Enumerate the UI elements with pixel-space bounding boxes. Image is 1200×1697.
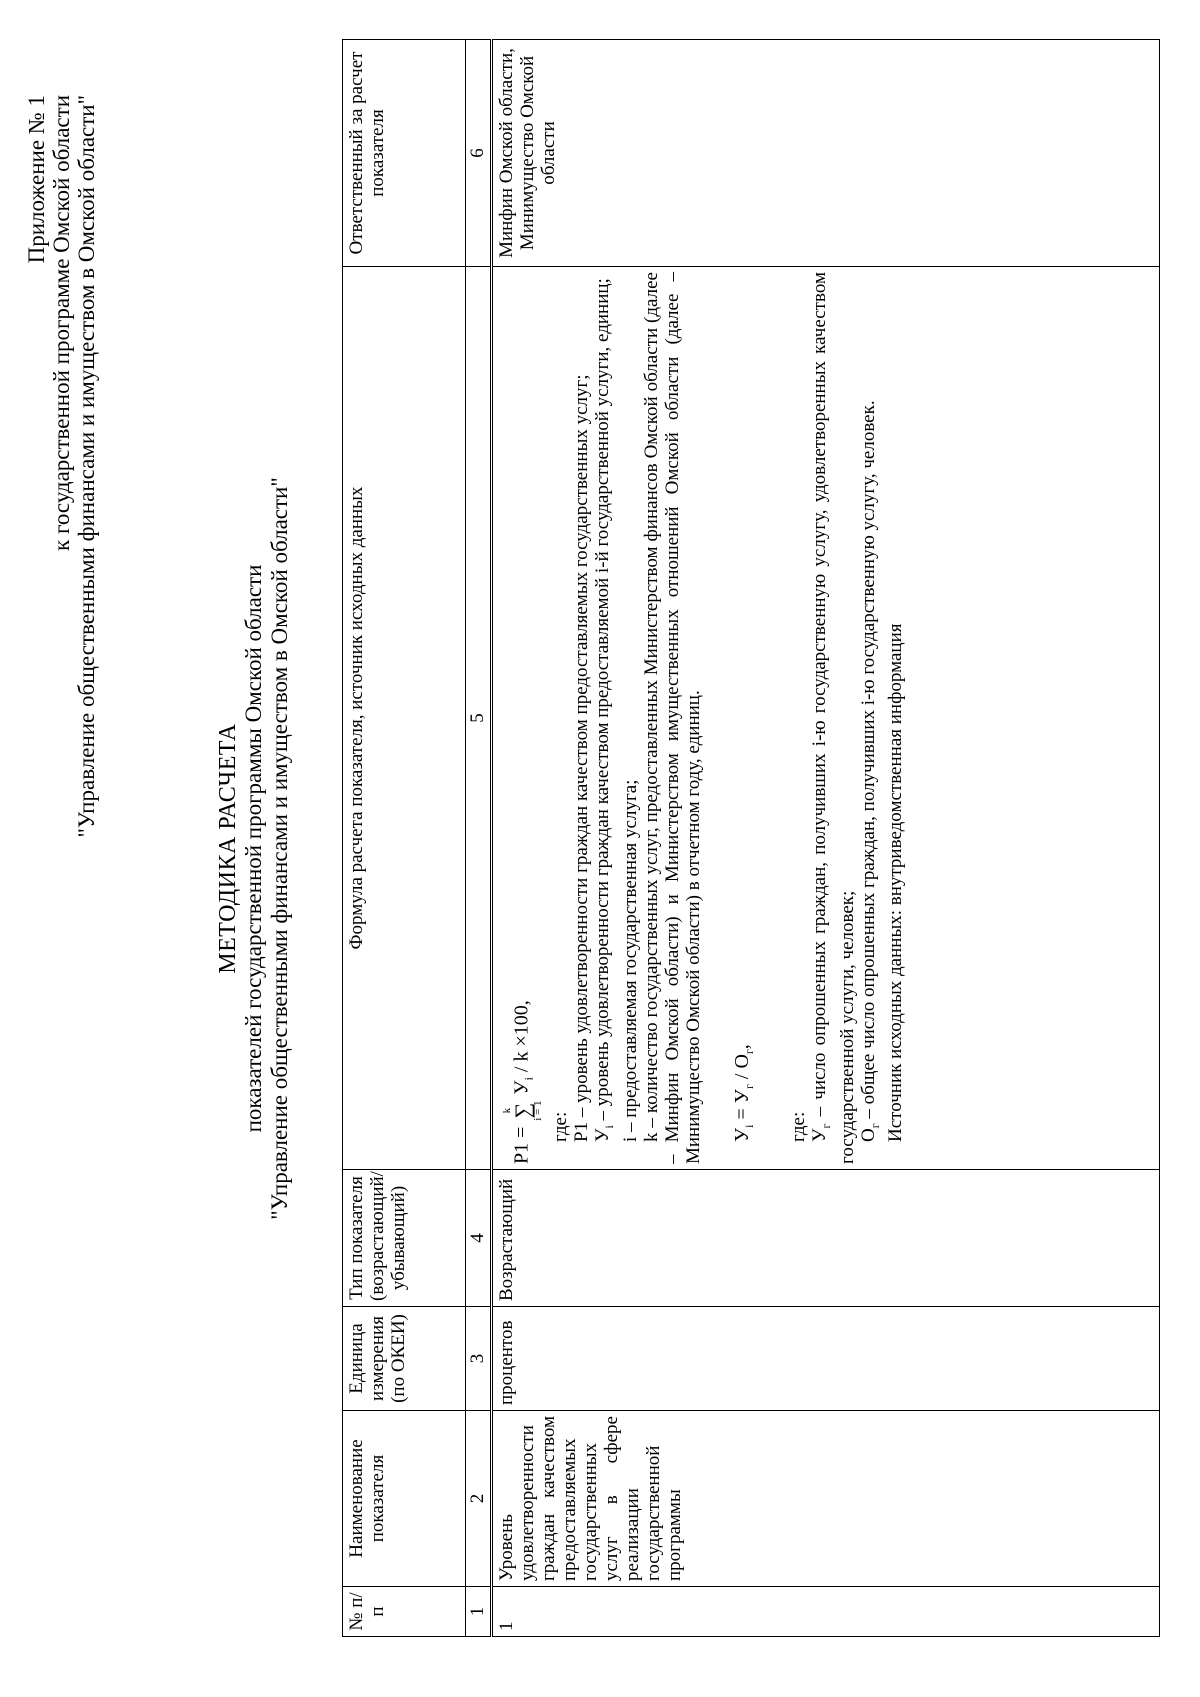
page-title: МЕТОДИКА РАСЧЕТА xyxy=(215,723,241,974)
column-number-row xyxy=(466,40,492,1637)
table-row xyxy=(492,40,1160,1637)
header-type: Тип показателя (возрастающий/ убывающий) xyxy=(343,1170,466,1307)
appendix-program: к государственной программе Омской области xyxy=(49,95,74,551)
formula-p1: P1 = k ∑ i = 1 $У_i / k \times 100$, xyxy=(501,1000,544,1164)
title-program-name: "Управление общественными финансами и имуществом в Омской области" xyxy=(267,477,292,1220)
formula-definition: k – количество государственных услуг, предоставленных Министерством финансов Омской области (далее – Минфин Омской области) и Министерством имущественных отношений Омской области (далее – Минимущество Омской области) в отчетном году, единиц. xyxy=(640,272,704,1164)
sum-symbol: k ∑ i = 1 xyxy=(501,1100,544,1121)
column-number: 5 xyxy=(466,267,492,1170)
column-number: 6 xyxy=(466,40,492,267)
header-unit: Единица измерения (по ОКЕИ) xyxy=(343,1307,466,1411)
indicator-type: Возрастающий xyxy=(492,1170,1160,1307)
header-num: № п/п xyxy=(343,1587,466,1637)
header-name: Наименование показателя xyxy=(343,1411,466,1587)
formula-definition: $О_г$ – общее число опрошенных граждан, получивших i-ю государственную услугу, человек. xyxy=(857,400,882,1142)
header-formula: Формула расчета показателя, источник исходных данных xyxy=(343,267,466,1170)
formula-cell xyxy=(492,267,1160,1170)
formula-yi: $У_i = У_г / О_г$, xyxy=(730,1044,756,1142)
document-title xyxy=(215,0,293,1697)
formula-definition: P1 – уровень удовлетворенности граждан качеством предоставляемых государственных услуг; xyxy=(571,374,592,1142)
where-label: где: xyxy=(550,1111,571,1142)
column-number: 2 xyxy=(466,1411,492,1587)
column-number: 3 xyxy=(466,1307,492,1411)
header-responsible: Ответственный за расчет показателя xyxy=(343,40,466,267)
title-subtitle: показателей государственной программы Омской области xyxy=(241,564,266,1133)
appendix-program-name: "Управление общественными финансами и имуществом в Омской области" xyxy=(74,95,99,838)
formula-definition: i – предоставляемая государственная услуга; xyxy=(619,779,641,1142)
responsible-body: Минфин Омской области, Минимущество Омской области xyxy=(492,40,1160,267)
column-number: 1 xyxy=(466,1587,492,1637)
appendix-number: Приложение № 1 xyxy=(24,95,49,264)
data-source: Источник исходных данных: внутриведомственная информация xyxy=(885,623,907,1142)
methodology-table xyxy=(342,39,1160,1637)
formula-definition: $У_i$ – уровень удовлетворенности граждан качеством предоставляемой i-й государственной услуги, единиц; xyxy=(592,278,616,1142)
row-num: 1 xyxy=(492,1587,1160,1637)
formula-definition: $У_г$ – число опрошенных граждан, получивших i-ю государственную услугу, удовлетворенных качеством государственной услуги, человек; xyxy=(808,272,858,1164)
column-number: 4 xyxy=(466,1170,492,1307)
indicator-name: Уровень удовлетворенности граждан качеством предоставляемых государственных услуг в сфере реализации государственной программы xyxy=(492,1411,1160,1587)
appendix-header xyxy=(24,95,99,837)
table-header-row xyxy=(343,40,466,1637)
indicator-unit: процентов xyxy=(492,1307,1160,1411)
where-label: где: xyxy=(787,1111,809,1142)
